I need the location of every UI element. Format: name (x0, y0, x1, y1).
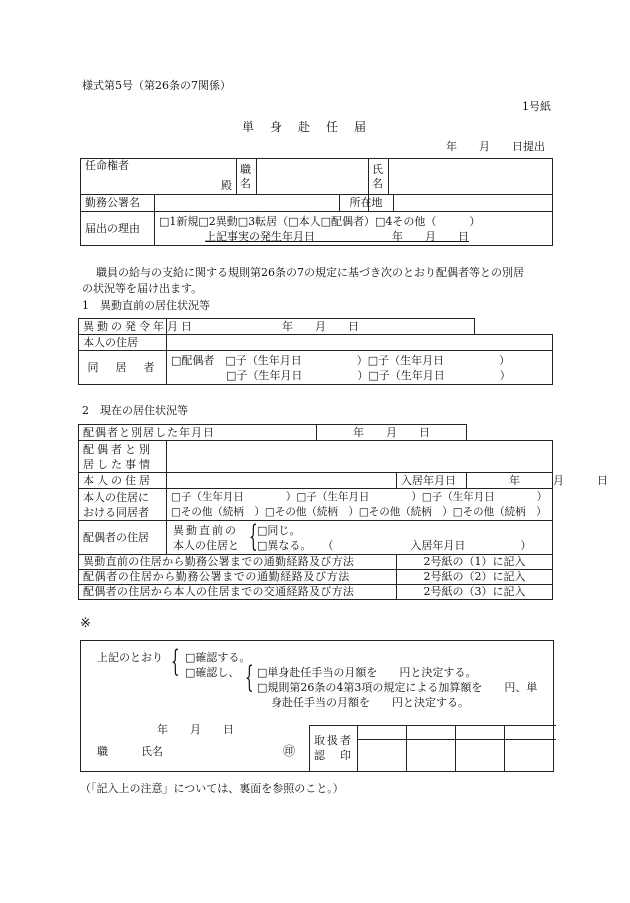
route1-label: 異動直前の住居から勤務公署までの通勤経路及び方法 (79, 555, 397, 570)
section1-heading: 1 異動直前の居住状況等 (82, 299, 210, 312)
appointer-cell[interactable] (81, 159, 237, 195)
page-title: 単 身 赴 任 届 (242, 120, 369, 134)
header-table (80, 158, 553, 246)
reason-cell[interactable] (155, 212, 553, 246)
section1-cohabitants-row2[interactable]: □子（生年月日 ）□子（生年月日 ） (171, 368, 511, 382)
office-label: 勤務公署名 (81, 195, 155, 212)
note-mark: ※ (80, 616, 91, 631)
handler-cell[interactable] (505, 726, 556, 740)
separation-date-value[interactable]: 年 月 日 (317, 425, 467, 441)
reason-label: 届出の理由 (81, 212, 155, 246)
section2-cohabitants-row1[interactable]: □子（生年月日 ）□子（生年月日 ）□子（生年月日 ） (171, 490, 548, 503)
separation-date-label: 配偶者と別居した年月日 (79, 425, 317, 441)
dono-label: 殿 (221, 178, 232, 192)
appointer-label: 任命権者 (85, 159, 129, 172)
section2-table (78, 424, 608, 600)
section2-heading: 2 現在の居住状況等 (82, 404, 188, 417)
move-in-value[interactable]: 年 月 日 (467, 473, 553, 489)
transfer-date-label: 異動の発令年月日 (79, 319, 167, 335)
same-option[interactable]: □同じ。 (257, 524, 301, 537)
name-field[interactable] (389, 159, 553, 195)
handler-cell[interactable] (456, 726, 505, 740)
move-in-label: 入居年月日 (397, 473, 467, 489)
seal-mark: ㊞ (283, 744, 296, 758)
confirm-option-2[interactable]: □確認し、 (185, 666, 240, 679)
sheet-label: 1号紙 (522, 100, 551, 113)
transfer-date-value[interactable]: 年 月 日 (167, 319, 475, 335)
route3-label: 配偶者の住居から本人の住居までの交通経路及び方法 (79, 585, 397, 600)
reason-options[interactable]: □1新規□2異動□3転居（□本人□配偶者）□4その他（ ） (159, 214, 481, 228)
confirm-date[interactable]: 年 月 日 (157, 723, 234, 736)
brace: { (171, 644, 180, 679)
circumstances-label: 配偶者と別 居した事情 (79, 441, 167, 473)
seal-cell[interactable] (407, 740, 456, 771)
circumstances-field[interactable] (167, 441, 553, 473)
seal-cell[interactable] (456, 740, 505, 771)
section1-residence-label: 本人の住居 (79, 335, 167, 351)
form-number: 様式第5号（第26条の7関係） (82, 79, 231, 92)
confirm-sub-3: 身赴任手当の月額を 円と決定する。 (271, 696, 469, 709)
seal-cell[interactable] (505, 740, 556, 771)
route2-label: 配偶者の住居から勤務公署までの通勤経路及び方法 (79, 570, 397, 585)
confirm-title-name[interactable]: 職 氏名 (97, 745, 163, 758)
seal-cell[interactable] (358, 740, 407, 771)
section2-residence-label: 本人の住居 (79, 473, 167, 489)
brace: { (245, 660, 254, 695)
handler-cell[interactable] (407, 726, 456, 740)
section2-cohabitants-label: 本人の住居に おける同居者 (79, 489, 167, 521)
section1-residence-field[interactable] (167, 335, 553, 351)
confirm-sub-2[interactable]: □規則第26条の4第3項の規定による加算額を 円、単 (257, 681, 538, 694)
location-field[interactable] (394, 195, 553, 211)
footnote: （「記入上の注意」については、裏面を参照のこと。） (80, 782, 344, 795)
spouse-residence-cell[interactable] (167, 521, 553, 555)
section2-residence-field[interactable] (167, 473, 397, 489)
section1-table (78, 318, 553, 385)
reason-date: 上記事実の発生年月日 年 月 日 (205, 229, 469, 243)
position-field[interactable] (257, 159, 369, 195)
section1-cohabitants-label: 同 居 者 (79, 351, 167, 385)
confirmation-box (80, 640, 554, 772)
confirm-option-1[interactable]: □確認する。 (185, 651, 251, 664)
intro-line-2: の状況等を届け出ます。 (82, 282, 203, 295)
section1-cohabitants-row1[interactable]: □配偶者 □子（生年月日 ）□子（生年月日 ） (171, 353, 511, 367)
confirm-lead: 上記のとおり (97, 651, 163, 664)
spouse-residence-label: 配偶者の住居 (79, 521, 167, 555)
route1-value: 2号紙の（1）に記入 (397, 555, 553, 570)
position-label: 職名 (237, 159, 257, 195)
office-field[interactable] (155, 195, 369, 212)
handler-cell[interactable] (358, 726, 407, 740)
route3-value: 2号紙の（3）に記入 (397, 585, 553, 600)
handler-label: 取扱者 認 印 (310, 726, 358, 771)
intro-line-1: 職員の給与の支給に関する規則第26条の7の規定に基づき次のとおり配偶者等との別居 (96, 266, 524, 279)
handler-table (309, 725, 556, 771)
compare-label-2: 本人の住居と (173, 539, 239, 552)
route2-value: 2号紙の（2）に記入 (397, 570, 553, 585)
location-label: 所在地 (339, 195, 394, 211)
confirm-sub-1[interactable]: □単身赴任手当の月額を 円と決定する。 (257, 666, 477, 679)
compare-label-1: 異動直前の (173, 524, 238, 537)
section2-cohabitants-row2[interactable]: □その他（続柄 ）□その他（続柄 ）□その他（続柄 ）□その他（続柄 ） (171, 505, 547, 518)
different-option[interactable]: □異なる。 （ 入居年月日 ） (257, 539, 532, 552)
submit-date: 年 月 日提出 (446, 140, 545, 153)
brace: { (249, 519, 258, 554)
name-label: 氏名 (369, 159, 389, 195)
